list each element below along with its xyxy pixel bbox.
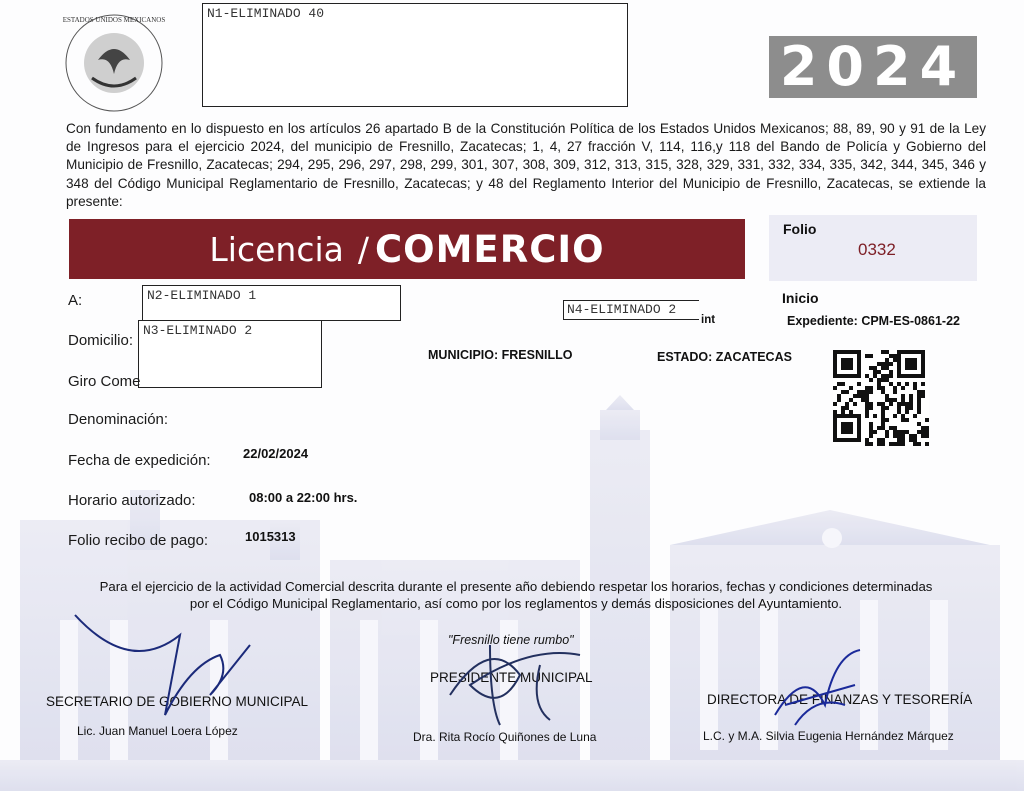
folio-label: Folio xyxy=(783,221,817,237)
presidente-title: PRESIDENTE MUNICIPAL xyxy=(430,670,593,685)
year-badge: 2024 xyxy=(769,36,977,98)
field-a-label: A: xyxy=(68,292,83,309)
fecha-value: 22/02/2024 xyxy=(243,446,309,461)
recibo-value: 1015313 xyxy=(245,529,296,544)
expediente-number: Expediente: CPM-ES-0861-22 xyxy=(787,314,960,328)
secretario-name: Lic. Juan Manuel Loera López xyxy=(77,724,238,738)
giro-label: Giro Come xyxy=(68,373,141,390)
field-int-redacted: N4-ELIMINADO 2 xyxy=(563,300,699,320)
municipio-label: MUNICIPIO: FRESNILLO xyxy=(428,348,573,362)
secretario-signature xyxy=(70,595,260,735)
field-a-redacted: N2-ELIMINADO 1 xyxy=(142,285,401,321)
mexico-seal-icon xyxy=(58,10,170,116)
directora-name: L.C. y M.A. Silvia Eugenia Hernández Márquez xyxy=(703,729,954,743)
presidente-signature xyxy=(430,625,600,735)
estado-label: ESTADO: ZACATECAS xyxy=(657,350,792,364)
folio-number: 0332 xyxy=(858,240,896,259)
banner-licencia: Licencia xyxy=(209,229,344,269)
conditions-line-1: Para el ejercicio de la actividad Comercial descrita durante el presente año debiendo respetar los horarios, fechas y condiciones determinadas xyxy=(99,579,933,594)
secretario-title: SECRETARIO DE GOBIERNO MUNICIPAL xyxy=(46,694,309,709)
svg-text:ESTADOS UNIDOS MEXICANOS: ESTADOS UNIDOS MEXICANOS xyxy=(62,16,166,24)
license-banner xyxy=(69,219,745,279)
int-label: int xyxy=(701,314,716,326)
recibo-label: Folio recibo de pago: xyxy=(68,532,209,549)
qr-code-icon xyxy=(833,350,929,446)
redacted-field-top: N1-ELIMINADO 40 xyxy=(202,3,628,107)
inicio-label: Inicio xyxy=(782,290,819,306)
directora-signature xyxy=(765,645,875,740)
presidente-name: Dra. Rita Rocío Quiñones de Luna xyxy=(413,730,597,744)
fecha-label: Fecha de expedición: xyxy=(68,452,211,469)
conditions-line-2: por el Código Municipal Reglamentario, así como por los reglamentos y demás disposiciones del Ayuntamiento. xyxy=(189,596,843,611)
horario-value: 08:00 a 22:00 hrs. xyxy=(249,490,358,505)
banner-slash: / xyxy=(357,229,369,269)
banner-comercio: COMERCIO xyxy=(375,227,605,271)
directora-title: DIRECTORA DE FINANZAS Y TESORERÍA xyxy=(707,692,973,707)
domicilio-redacted: N3-ELIMINADO 2 xyxy=(138,320,322,388)
legal-foundation-text: Con fundamento en lo dispuesto en los artículos 26 apartado B de la Constitución Política de los Estados Unidos Mexicanos; 88, 89, 90 y 91 de la Ley de Ingresos para el ejercicio 2024, del municipio de Fresnillo, Zacatecas; 1, 4, 27 fracción V, 114, 116,y 118 del Bando de Policía y Gobierno del Municipio de Fresnillo, Zacatecas; 294, 295, 296, 297, 298, 299, 301, 307, 308, 309, 312, 313, 315, 328, 329, 331, 332, 334, 335, 342, 344, 345, 346 y 348 del Código Municipal Reglamentario de Fresnillo, Zacatecas; y 48 del Reglamento Interior del Municipio de Fresnillo, Zacatecas, se extiende la presente: xyxy=(66,121,986,209)
horario-label: Horario autorizado: xyxy=(68,492,196,509)
denominacion-label: Denominación: xyxy=(68,411,169,428)
slogan: "Fresnillo tiene rumbo" xyxy=(448,633,574,647)
domicilio-label: Domicilio: xyxy=(68,332,134,349)
